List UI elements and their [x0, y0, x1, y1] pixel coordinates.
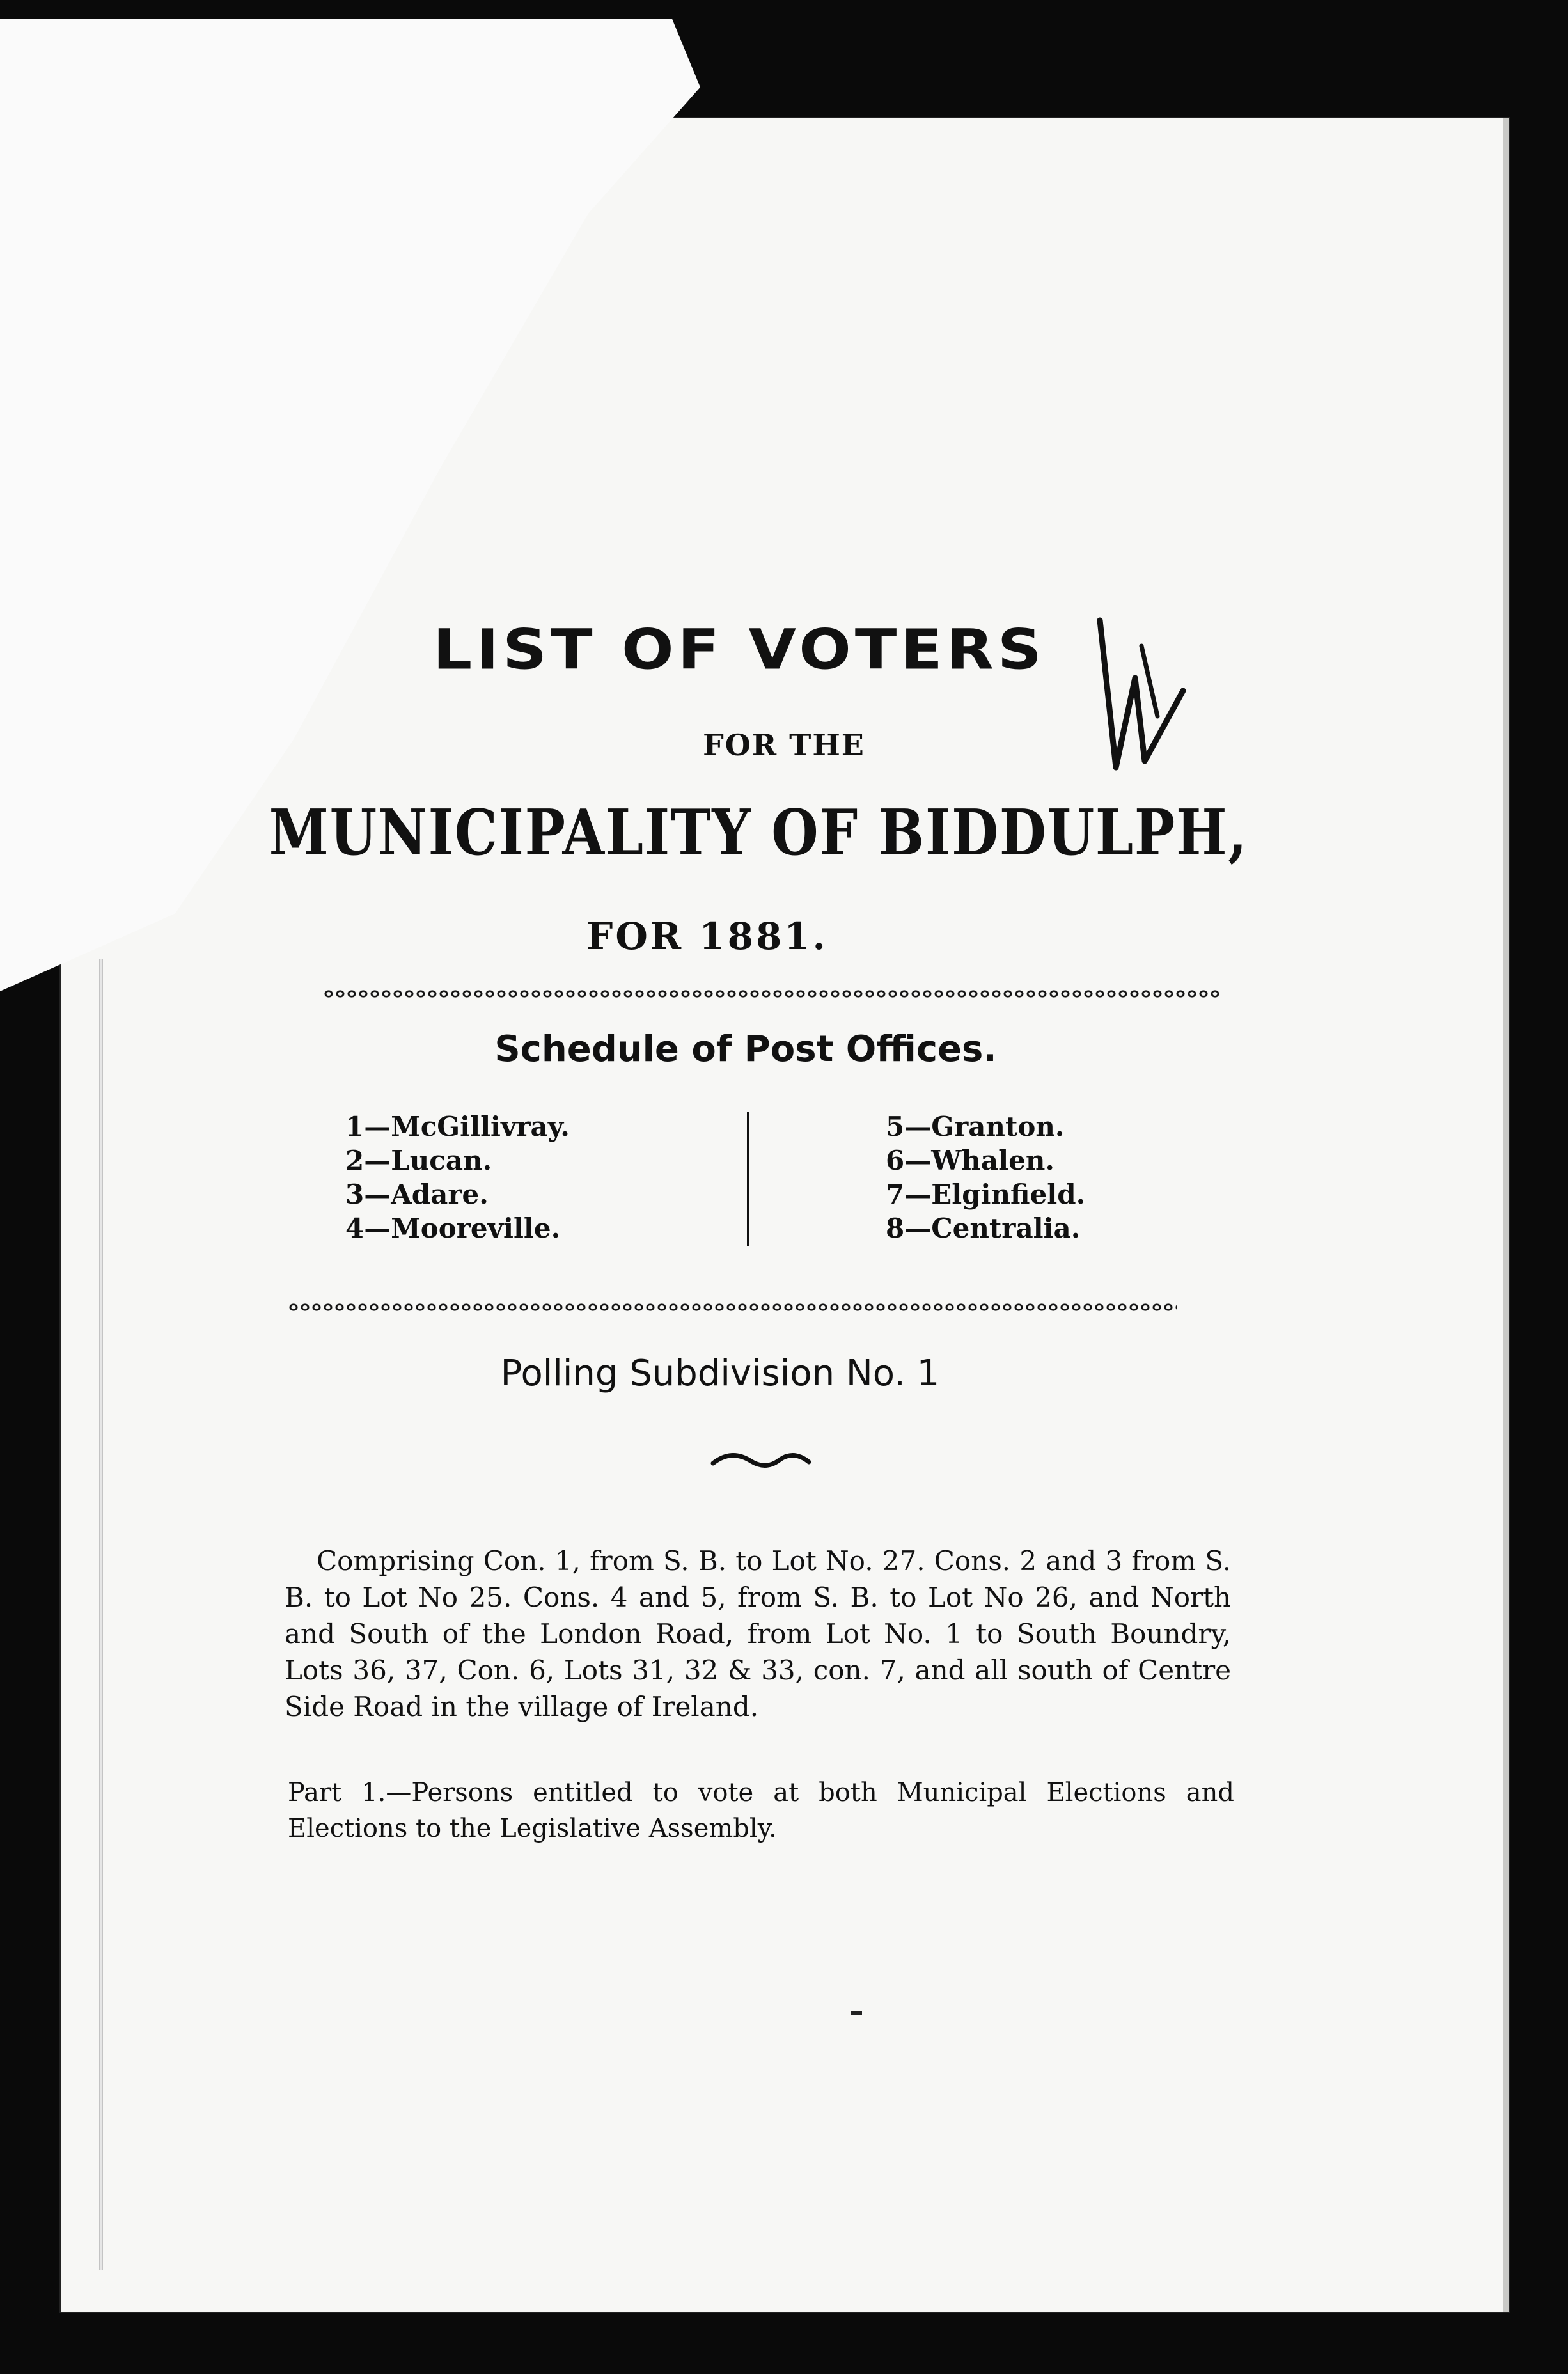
page-mark [851, 2011, 862, 2015]
post-office-item: 3—Adare. [345, 1179, 489, 1210]
municipality-title: MUNICIPALITY OF BIDDULPH, [269, 796, 1248, 870]
year-label: FOR 1881. [586, 915, 828, 958]
part-1-note: Part 1.—Persons entitled to vote at both Municipal Elections and Elections to the Legislative Assembly. [288, 1778, 1234, 1843]
for-the-label: FOR THE [703, 728, 865, 762]
subdivision-description: Comprising Con. 1, from S. B. to Lot No. 27. Cons. 2 and 3 from S. B. to Lot No 25. Cons. 4 and 5, from S. B. to Lot No 26, and North and South of the London Road, from Lot No. 1 to South Boundry, Lots 36, 37, Con. 6, Lots 31, 32 & 33, con. 7, and all south of Centre Side Road in the village of Ireland. [285, 1545, 1231, 1722]
post-office-list-left [345, 1110, 570, 1245]
document-title: LIST OF VOTERS [433, 617, 1046, 682]
schedule-heading: Schedule of Post Offices. [494, 1028, 997, 1070]
ornamental-rule-bottom [288, 1301, 1177, 1313]
handwritten-initials [1081, 608, 1189, 787]
post-office-item: 8—Centralia. [886, 1213, 1081, 1244]
post-office-item: 4—Mooreville. [345, 1213, 561, 1244]
subdivision-heading: Polling Subdivision No. 1 [500, 1353, 940, 1394]
flourish-ornament-icon [710, 1452, 812, 1471]
post-office-item: 1—McGillivray. [345, 1111, 570, 1142]
post-office-divider [747, 1112, 749, 1246]
post-office-list-right [886, 1110, 1085, 1245]
post-office-item: 2—Lucan. [345, 1145, 492, 1176]
post-office-item: 7—Elginfield. [886, 1179, 1086, 1210]
post-office-item: 6—Whalen. [886, 1145, 1054, 1176]
post-office-item: 5—Granton. [886, 1111, 1065, 1142]
ornamental-rule-top [323, 988, 1221, 1000]
